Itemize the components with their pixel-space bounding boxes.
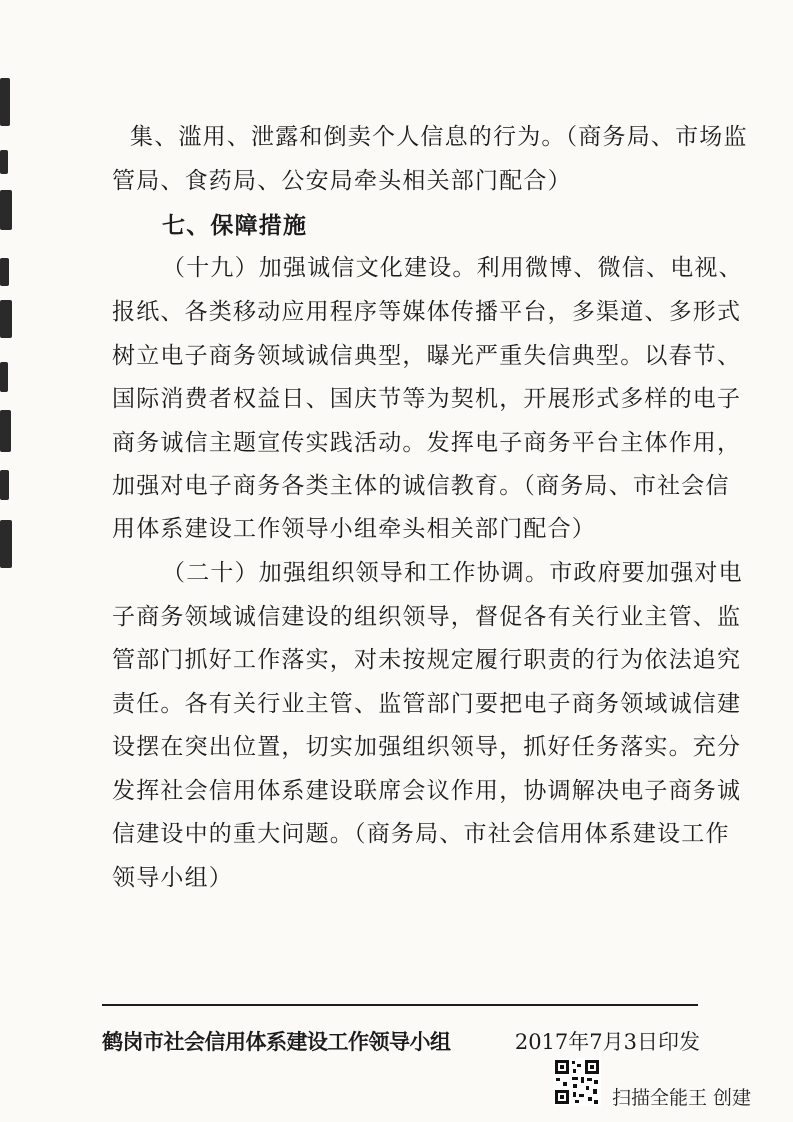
section-heading: 七、保障措施 (162, 212, 308, 239)
text-line: 报纸、各类移动应用程序等媒体传播平台，多渠道、多形式 (112, 299, 742, 325)
text-line: 集、滥用、泄露和倒卖个人信息的行为。（商务局、市场监 (130, 124, 748, 150)
text-line: 信建设中的重大问题。（商务局、市社会信用体系建设工作 (112, 821, 730, 847)
text-line: （二十）加强组织领导和工作协调。市政府要加强对电 (162, 560, 743, 586)
text-line: 发挥社会信用体系建设联席会议作用，协调解决电子商务诚 (112, 778, 742, 804)
text-line: 加强对电子商务各类主体的诚信教育。（商务局、市社会信 (112, 473, 730, 499)
text-line: 商务诚信主题宣传实践活动。发挥电子商务平台主体作用， (112, 430, 742, 456)
text-line: 责任。各有关行业主管、监管部门要把电子商务领域诚信建 (112, 691, 742, 717)
text-line: 树立电子商务领域诚信典型，曝光严重失信典型。以春节、 (112, 343, 742, 369)
text-line: 管部门抓好工作落实，对未按规定履行职责的行为依法追究 (112, 647, 742, 673)
qr-code-icon (553, 1058, 601, 1106)
footer-divider (102, 1004, 698, 1006)
text-line: 设摆在突出位置，切实加强组织领导，抓好任务落实。充分 (112, 734, 742, 760)
text-line: （十九）加强诚信文化建设。利用微博、微信、电视、 (162, 255, 743, 281)
text-line: 用体系建设工作领导小组牵头相关部门配合） (112, 516, 596, 542)
scan-binding-edge (0, 0, 22, 1122)
text-line: 国际消费者权益日、国庆节等为契机，开展形式多样的电子 (112, 386, 742, 412)
text-line: 子商务领域诚信建设的组织领导，督促各有关行业主管、监 (112, 604, 742, 630)
text-line: 管局、食药局、公安局牵头相关部门配合） (112, 168, 572, 194)
scanner-watermark: 扫描全能王 创建 (612, 1087, 752, 1109)
issuing-organization: 鹤岗市社会信用体系建设工作领导小组 (102, 1029, 451, 1054)
text-line: 领导小组） (112, 865, 233, 891)
issue-date: 2017年7月3日印发 (514, 1030, 700, 1054)
